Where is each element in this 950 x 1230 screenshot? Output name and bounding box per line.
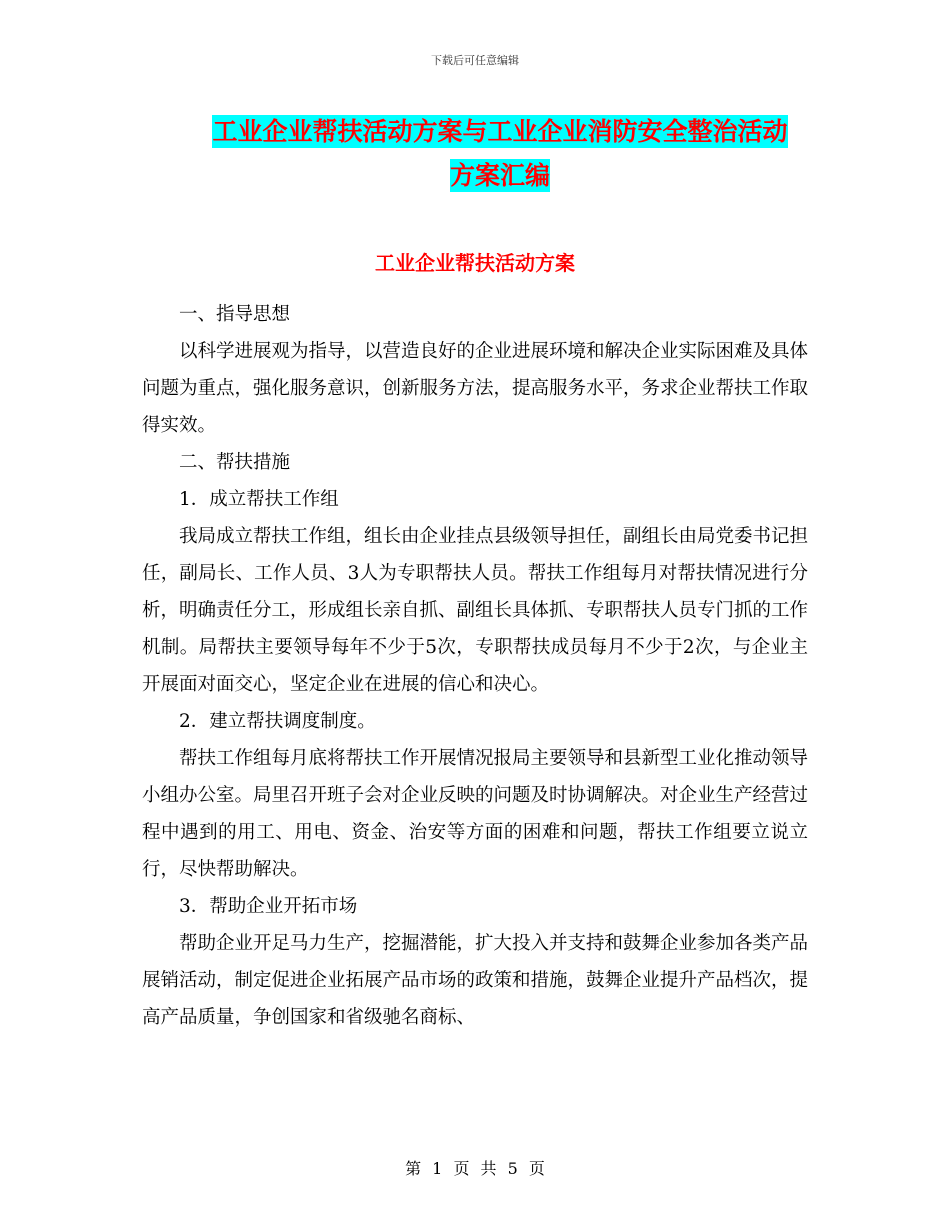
paragraph-guiding-ideology: 以科学进展观为指导，以营造良好的企业进展环境和解决企业实际困难及具体问题为重点，强化服务意识，创新服务方法，提高服务水平，务求企业帮扶工作取得实效。 [142,341,809,436]
heading-guiding-ideology: 一、指导思想 [179,304,291,325]
document-title-line-1: 工业企业帮扶活动方案与工业企业消防安全整治活动 [212,117,788,146]
subheading-expand-market: 3．帮助企业开拓市场 [179,896,358,917]
section-title: 工业企业帮扶活动方案 [375,251,575,275]
document-title [140,110,860,198]
paragraph-establish-team: 我局成立帮扶工作组，组长由企业挂点县级领导担任，副组长由局党委书记担任，副局长、工作人员、3人为专职帮扶人员。帮扶工作组每月对帮扶情况进行分析，明确责任分工，形成组长亲自抓、副组长具体抓、专职帮扶人员专门抓的工作机制。局帮扶主要领导每年不少于5次，专职帮扶成员每月不少于2次，与企业主开展面对面交心，坚定企业在进展的信心和决心。 [142,526,809,695]
document-body [142,296,808,1036]
header-note: 下载后可任意编辑 [431,54,519,67]
subheading-establish-team: 1．成立帮扶工作组 [179,489,339,510]
paragraph-expand-market: 帮助企业开足马力生产，挖掘潜能，扩大投入并支持和鼓舞企业参加各类产品展销活动，制定促进企业拓展产品市场的政策和措施，鼓舞企业提升产品档次，提高产品质量，争创国家和省级驰名商标、 [142,933,809,1028]
subheading-dispatch-system: 2．建立帮扶调度制度。 [179,711,376,732]
paragraph-dispatch-system: 帮扶工作组每月底将帮扶工作开展情况报局主要领导和县新型工业化推动领导小组办公室。局里召开班子会对企业反映的问题及时协调解决。对企业生产经营过程中遇到的用工、用电、资金、治安等方面的困难和问题，帮扶工作组要立说立行，尽快帮助解决。 [142,748,809,880]
heading-assistance-measures: 二、帮扶措施 [179,452,291,473]
document-title-line-2: 方案汇编 [449,161,550,190]
page-number: 第 1 页 共 5 页 [405,1159,545,1178]
